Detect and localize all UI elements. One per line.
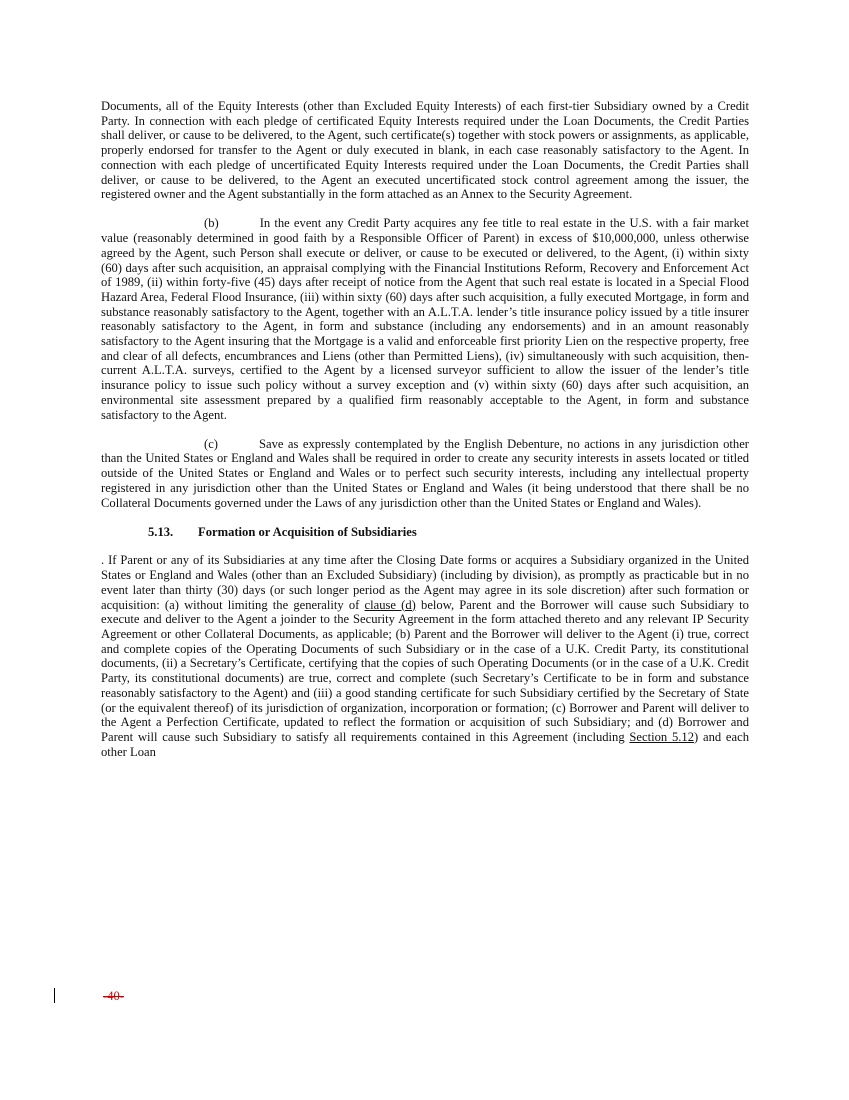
paragraph-continuation: Documents, all of the Equity Interests (other than Excluded Equity Interests) of each first-tier Subsidiary owned by a Credit Party. In connection with each pledge of certificated Equity Interests required under the Loan Documents, the Credit Parties shall deliver, or cause to be delivered, to the Agent, such certificate(s) together with stock powers or assignments, as applicable, properly endorsed for transfer to the Agent or duly executed in blank, in each case reasonably satisfactory to the Agent. In connection with each pledge of uncertificated Equity Interests required under the Loan Documents, the Credit Parties shall deliver, or cause to be delivered, to the Agent an executed uncertificated stock control agreement among the issuer, the registered owner and the Agent substantially in the form attached as an Annex to the Security Agreement. — [101, 99, 749, 202]
subsidiaries-text-3: ) and each other Loan — [101, 729, 749, 759]
section-title: Formation or Acquisition of Subsidiaries — [198, 524, 417, 539]
paragraph-b-label: (b) — [204, 216, 219, 231]
section-heading — [148, 525, 749, 540]
section-5-12-reference[interactable]: Section 5.12 — [629, 729, 695, 744]
paragraph-b — [101, 216, 749, 422]
paragraph-c-label: (c) — [204, 436, 218, 451]
section-number: 5.13. — [148, 524, 174, 539]
subsidiaries-text-1: . If Parent or any of its Subsidiaries at any time after the Closing Date forms or acquires a Subsidiary organized in the United States or England and Wales (other than an Excluded Subsidiary) (including by division), as promptly as practicable but in no event later than thirty (30) days (or such longer period as the Agent may agree in its sole discretion) after such formation or acquisition: (a) without limiting the generality of — [101, 553, 749, 612]
paragraph-c — [101, 437, 749, 511]
paragraph-subsidiaries — [101, 553, 749, 759]
document-page — [101, 99, 749, 774]
change-bar — [54, 988, 55, 1003]
clause-d-reference[interactable]: clause (d) — [364, 597, 416, 612]
page-number: -40- — [103, 989, 124, 1003]
paragraph-b-text: In the event any Credit Party acquires any fee title to real estate in the U.S. with a fair market value (reasonably determined in good faith by a Responsible Officer of Parent) in excess of $10,000,000, unless otherwise agreed by the Agent, such Person shall execute or deliver, or cause to be executed or delivered, to the Agent, (i) within sixty (60) days after such acquisition, an appraisal complying with the Financial Institutions Reform, Recovery and Enforcement Act of 1989, (ii) within forty-five (45) days after receipt of notice from the Agent that such real estate is located in a Special Flood Hazard Area, Federal Flood Insurance, (iii) within sixty (60) days after such acquisition, a fully executed Mortgage, in form and substance reasonably satisfactory to the Agent, together with an A.L.T.A. lender’s title insurance policy issued by a title insurer reasonably satisfactory to the Agent, in form and substance (including any endorsements) and in an amount reasonably satisfactory to the Agent insuring that the Mortgage is a valid and enforceable first priority Lien on the respective property, free and clear of all defects, encumbrances and Liens (other than Permitted Liens), (iv) simultaneously with such acquisition, then-current A.L.T.A. surveys, certified to the Agent by a licensed surveyor sufficient to allow the issuer of the lender’s title insurance policy to issue such policy without a survey exception and (v) within sixty (60) days after such acquisition, an environmental site assessment prepared by a qualified firm reasonably acceptable to the Agent, in form and substance satisfactory to the Agent. — [101, 216, 749, 422]
paragraph-c-text: Save as expressly contemplated by the English Debenture, no actions in any jurisdiction other than the United States or England and Wales shall be required in order to create any security interests in assets located or titled outside of the United States or England and Wales or to perfect such security interests, including any intellectual property registered in any jurisdiction other than the United States or England and Wales (it being understood that there shall be no Collateral Documents governed under the Laws of any jurisdiction other than the United States or England and Wales). — [101, 436, 749, 510]
subsidiaries-text-2: below, Parent and the Borrower will cause such Subsidiary to execute and deliver to the Agent a joinder to the Security Agreement in the form attached thereto and any relevant IP Security Agreement or other Collateral Documents, as applicable; (b) Parent and the Borrower will deliver to the Agent (i) true, correct and complete copies of the Operating Documents of such Subsidiary or in the case of a U.K. Credit Party, its constitutional documents, (ii) a Secretary’s Certificate, certifying that the copies of such Operating Documents (or in the case of a U.K. Credit Party, its constitutional documents) are true, correct and complete (such Secretary’s Certificate to be in form and substance reasonably satisfactory to the Agent) and (iii) a good standing certificate for such Subsidiary certified by the Secretary of State (or the equivalent thereof) of its jurisdiction of organization, incorporation or formation; (c) Borrower and Parent will deliver to the Agent a Perfection Certificate, updated to reflect the formation or acquisition of such Subsidiary; and (d) Borrower and Parent will cause such Subsidiary to satisfy all requirements contained in this Agreement (including — [101, 597, 749, 744]
